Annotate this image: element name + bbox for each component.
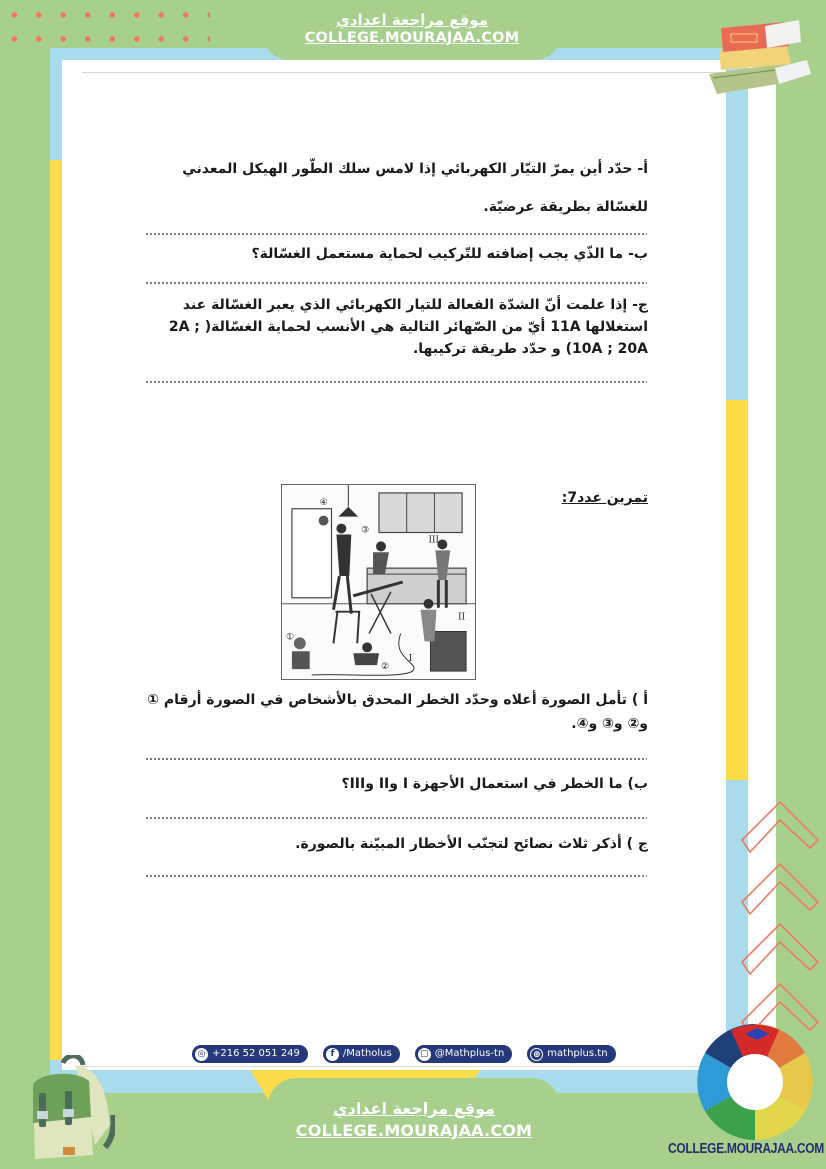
label-II: II xyxy=(458,612,466,623)
youtube-handle: @Mathplus-tn xyxy=(434,1048,505,1059)
question-a-label: أ- xyxy=(637,161,648,177)
ex7-question-a-text: تأمل الصورة أعلاه وحدّد الخطر المحدق بالأشخاص في الصورة أرقام ① و② و③ و④. xyxy=(147,692,648,732)
ex7-question-a xyxy=(138,688,648,736)
globe-icon: ⊕ xyxy=(530,1048,543,1061)
answer-line[interactable] xyxy=(145,233,647,235)
label-4: ④ xyxy=(319,497,328,508)
youtube-link[interactable] xyxy=(415,1045,513,1063)
question-b xyxy=(158,244,648,264)
answer-line[interactable] xyxy=(145,381,647,383)
frame-yellow-left xyxy=(50,160,62,1060)
header-banner[interactable] xyxy=(262,0,562,60)
ex7-question-c-text: أذكر ثلاث نصائح لتجنّب الأخطار المبيّنة بالصورة. xyxy=(295,836,622,852)
ex7-question-b-text: ما الخطر في استعمال الأجهزة I وII وIII؟ xyxy=(341,776,623,792)
label-III: III xyxy=(428,535,440,546)
logo-text: COLLEGE.MOURAJAA.COM xyxy=(668,1139,825,1157)
facebook-icon: f xyxy=(326,1048,339,1061)
books-illustration xyxy=(695,12,815,97)
whatsapp-link[interactable] xyxy=(192,1045,308,1063)
facebook-handle: /Matholus xyxy=(342,1048,392,1059)
answer-line[interactable] xyxy=(145,875,647,877)
frame-yellow-right xyxy=(726,400,748,780)
website-link[interactable] xyxy=(527,1045,615,1063)
college-mourajaa-logo[interactable] xyxy=(695,1022,815,1142)
whatsapp-icon: ◎ xyxy=(195,1048,208,1061)
question-c-label: ج- xyxy=(632,297,648,313)
youtube-icon: ▢ xyxy=(418,1048,431,1061)
header-title: موقع مراجعة اعدادي xyxy=(336,11,488,29)
answer-line[interactable] xyxy=(145,817,647,819)
answer-line[interactable] xyxy=(145,758,647,760)
ex7-question-b-label: ب) xyxy=(627,776,648,792)
backpack-illustration xyxy=(15,1055,115,1165)
question-c xyxy=(148,294,648,360)
label-1: ① xyxy=(285,632,294,643)
label-3: ③ xyxy=(361,525,370,536)
ex7-question-c xyxy=(158,834,648,854)
footer-banner[interactable] xyxy=(268,1078,560,1169)
footer-site-link[interactable]: COLLEGE.MOURAJAA.COM xyxy=(295,1121,533,1140)
exercise-7-title: تمرين عدد7: xyxy=(561,490,648,506)
kitchen-scene xyxy=(282,485,475,679)
social-links xyxy=(192,1045,616,1063)
footer-rule xyxy=(82,1066,728,1067)
ex7-question-c-label: ج ) xyxy=(626,836,648,852)
question-c-text: إذا علمت أنّ الشدّة الفعالة للتيار الكهربائي الذي يعبر الغسّالة عند استغلالها 11A أيّ من الصّهائر التالية هي الأنسب لحماية الغسّالة( 2A ; 10A ; 20A) و حدّد طريقة تركيبها. xyxy=(168,297,648,357)
kitchen-hazards-figure xyxy=(281,484,476,680)
label-I: I xyxy=(408,654,413,665)
ex7-question-b xyxy=(158,774,648,794)
question-a xyxy=(158,150,648,226)
answer-line[interactable] xyxy=(145,282,647,284)
question-a-text: حدّد أين يمرّ التيّار الكهربائي إذا لامس سلك الطّور الهيكل المعدني للغسّالة بطريقة عرضيّة. xyxy=(182,161,648,215)
chevron-up-decoration-icon xyxy=(734,790,826,1040)
question-b-label: ب- xyxy=(628,246,648,262)
website-url: mathplus.tn xyxy=(547,1048,608,1059)
header-site-link[interactable]: COLLEGE.MOURAJAA.COM xyxy=(304,30,520,46)
ex7-question-a-label: أ ) xyxy=(631,692,648,708)
facebook-link[interactable] xyxy=(323,1045,400,1063)
page-top-rule xyxy=(82,72,728,73)
label-2: ② xyxy=(380,662,389,673)
question-b-text: ما الذّي يجب إضافته للتّركيب لحماية مستعمل الغسّالة؟ xyxy=(251,246,624,262)
footer-title: موقع مراجعة اعدادي xyxy=(332,1099,496,1118)
whatsapp-number: +216 52 051 249 xyxy=(212,1048,300,1059)
